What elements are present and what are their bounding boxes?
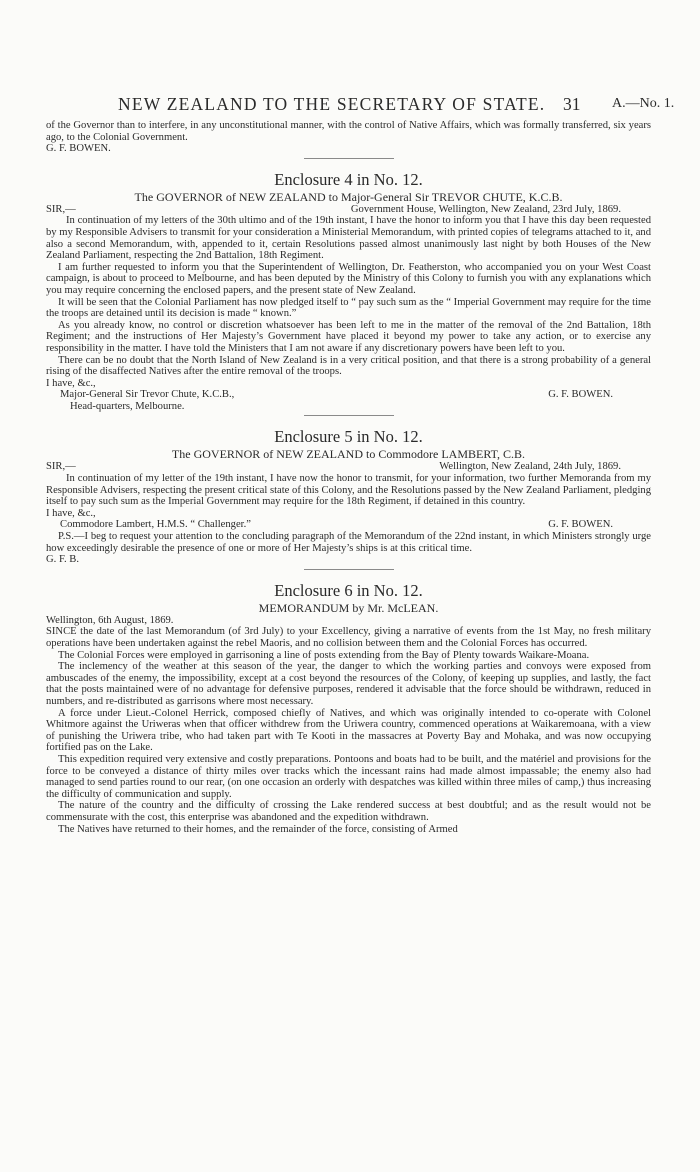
header-title: NEW ZEALAND TO THE SECRETARY OF STATE.: [118, 94, 546, 114]
enclosure-6: [46, 581, 651, 835]
enclosure-5-subheading: The GOVERNOR of NEW ZEALAND to Commodore LAMBERT, C.B.: [171, 447, 526, 462]
intro-signature: G. F. BOWEN.: [46, 143, 111, 155]
address: Head-quarters, Melbourne.: [70, 400, 185, 412]
enclosure-4-heading: Enclosure 4 in No. 12.: [274, 169, 423, 189]
addressee: Major-General Sir Trevor Chute, K.C.B.,: [60, 389, 235, 401]
enclosure-6-subheading: MEMORANDUM by Mr. McLEAN.: [258, 600, 439, 615]
paragraph: I am further requested to inform you that the Superintendent of Wellington, Dr. Featherston, who accompanied you on your West Coast campaign, is about to proceed to Melbourne, and has been deputed by the Ministry of this Colony to furnish you with any explanations which you may require concerning the enclosed papers, and the present state of New Zealand.: [46, 261, 651, 296]
postscript: P.S.—I beg to request your attention to the concluding paragraph of the Memorandum of the 22nd instant, in which Ministers strongly urge how exceedingly desirable the presence of one or more of Her Majesty’s ships is at this critical time.: [46, 531, 651, 554]
closing: I have, &c.,: [46, 507, 96, 519]
page-number: 31: [563, 94, 581, 114]
intro-paragraph: of the Governor than to interfere, in any unconstitutional manner, with the control of Native Affairs, which was formally transferred, six years ago, to the Colonial Government.: [46, 120, 651, 143]
paragraph: The Natives have returned to their homes, and the remainder of the force, consisting of Armed: [58, 823, 458, 835]
paragraph: The Colonial Forces were employed in garrisoning a line of posts extending from the Bay of Plenty towards Waikare-Moana.: [58, 649, 590, 661]
signature: G. F. BOWEN.: [548, 519, 613, 531]
paragraph: As you already know, no control or discretion whatsoever has been left to me in the matter of the removal of the 2nd Battalion, 18th Regiment; and the instructions of Her Majesty’s Government have placed it beyond my power to take any action, or to exercise any responsibility in the matter. I have told the Ministers that I am not aware if any discretionary powers have been left to you.: [46, 319, 651, 354]
section-divider: [304, 415, 394, 416]
signature-row: [46, 389, 651, 401]
enclosure-6-heading: Enclosure 6 in No. 12.: [274, 580, 423, 600]
paragraph: In continuation of my letters of the 30th ultimo and of the 19th instant, I have the honor to inform you that I have this day been requested by my Responsible Advisers to transmit for your consideration a Ministerial Memorandum, with printed copies of telegrams attached to it, and also a second Memorandum, with, appended to it, certain Resolutions passed almost unanimously last night by both Houses of the New Zealand Parliament, respecting the 2nd Battalion, 18th Regiment.: [46, 215, 651, 262]
enclosure-5: [46, 427, 651, 569]
addressee: Commodore Lambert, H.M.S. “ Challenger.”: [60, 519, 251, 531]
paragraph: SINCE the date of the last Memorandum (of 3rd July) to your Excellency, giving a narrative of events from the 1st May, no fresh military operations have been undertaken against the rebel Maoris, and no collision between them and the Colonial Forces has occurred.: [46, 626, 651, 649]
salutation: SIR,—: [46, 203, 76, 215]
salutation: SIR,—: [46, 461, 76, 473]
signature: G. F. BOWEN.: [548, 389, 613, 401]
dateline: Government House, Wellington, New Zealand, 23rd July, 1869.: [350, 203, 621, 215]
intro-section: [46, 120, 651, 159]
paragraph: This expedition required very extensive and costly preparations. Pontoons and boats had to be built, and the matériel and provisions for the force to be conveyed a distance of thirty miles over tracks which the incessant rains had made almost impassable; the enemy also had managed to send parties round to our rear, (on one occasion an orderly with despatches was killed within three miles of camp,) thus increasing the difficulty of communication and supply.: [46, 753, 651, 800]
dateline: Wellington, 6th August, 1869.: [46, 614, 174, 626]
paragraph: The inclemency of the weather at this season of the year, the danger to which the working parties and convoys were exposed from ambuscades of the enemy, the impossibility, except at a cost beyond the resources of the Colony, of keeping up supplies, and lastly, the fact that the posts maintained were of no advantage for defensive purposes, rendered it advisable that the force should be withdrawn, reduced in numbers, and re-distributed as garrisons where most necessary.: [46, 661, 651, 707]
running-header: [0, 94, 700, 114]
paragraph: The nature of the country and the difficulty of crossing the Lake rendered success at best doubtful; and as the result would not be commensurate with the cost, this enterprise was abandoned and the expedition withdrawn.: [46, 800, 651, 823]
postscript-signature: G. F. B.: [46, 554, 80, 566]
paragraph: There can be no doubt that the North Island of New Zealand is in a very critical position, and that there is a strong probability of a general rising of the disaffected Natives after the entire removal of the troops.: [46, 354, 651, 378]
dateline: Wellington, New Zealand, 24th July, 1869.: [439, 461, 621, 473]
enclosure-5-heading: Enclosure 5 in No. 12.: [274, 427, 423, 447]
paragraph: In continuation of my letter of the 19th instant, I have now the honor to transmit, for your information, two further Memoranda from my Responsible Advisers, respecting the present critical state of this Colony, and the Resolutions passed by the New Zealand Parliament, pledging itself to pay such sum as the Imperial Government may require for the 18th Regiment, if detained in this country.: [46, 473, 651, 508]
enclosure-4-salutation-row: [46, 204, 651, 216]
section-divider: [304, 569, 394, 570]
section-divider: [304, 158, 394, 159]
signature-row: [46, 519, 651, 531]
enclosure-4: [46, 170, 651, 417]
closing: I have, &c.,: [46, 377, 96, 389]
paragraph: A force under Lieut.-Colonel Herrick, composed chiefly of Natives, and which was originally intended to co-operate with Colonel Whitmore against the Uriweras when that officer withdrew from the Uriwera country, commenced operations at Waikaremoana, with a view of punishing the Uriwera tribe, who had taken part with Te Kooti in the massacres at Poverty Bay and Mohaka, and was now occupying fortified pas on the Lake.: [46, 707, 651, 754]
document-reference: A.—No. 1.: [612, 96, 675, 111]
enclosure-5-salutation-row: [46, 461, 651, 473]
document-body: [46, 120, 651, 835]
enclosure-4-subheading: The GOVERNOR of NEW ZEALAND to Major-General Sir TREVOR CHUTE, K.C.B.: [134, 189, 563, 204]
paragraph: It will be seen that the Colonial Parliament has now pledged itself to “ pay such sum as the “ Imperial Government may require for the time the troops are detained until its decision is made “ known.”: [46, 296, 651, 320]
